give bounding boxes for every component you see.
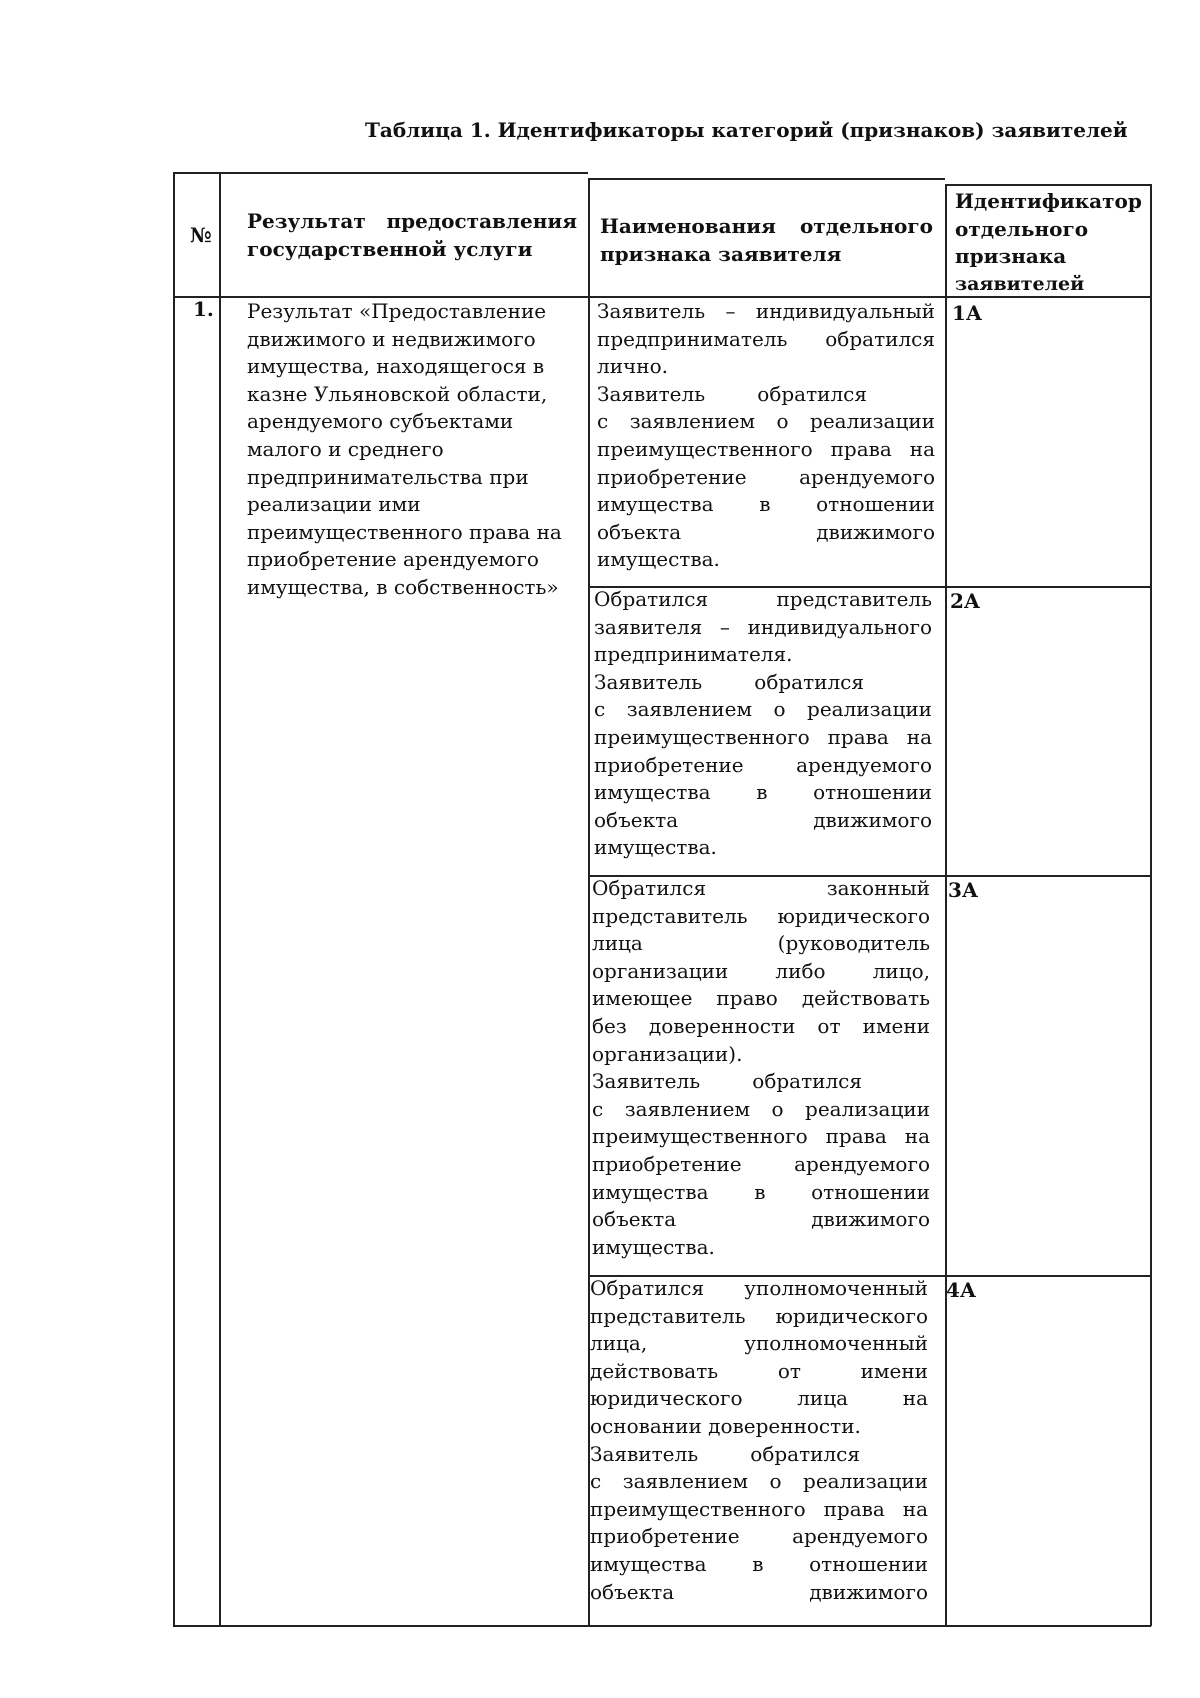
item-line: имущества в отношении <box>590 1551 928 1576</box>
item-line: представитель юридического <box>590 1303 928 1328</box>
result-line: преимущественного права на <box>247 519 562 544</box>
header-name-line-1: Наименования отдельного <box>600 214 933 238</box>
header-id-line-1: Идентификатор <box>955 189 1142 213</box>
item-line: имущества. <box>597 547 720 572</box>
result-line: приобретение арендуемого <box>247 547 539 572</box>
item-line: имущества в отношении <box>597 492 935 517</box>
item-line: предпринимателя. <box>594 642 793 667</box>
result-line: Результат «Предоставление <box>247 299 547 323</box>
header-result-line-1: Результат предоставления <box>247 209 577 233</box>
item-line: Заявитель обратился <box>592 1069 862 1094</box>
item-line: приобретение арендуемого <box>592 1151 930 1176</box>
item-line: Заявитель – индивидуальный <box>597 299 935 323</box>
item-line: Заявитель обратился <box>594 669 864 694</box>
item-line: основании доверенности. <box>590 1413 861 1438</box>
result-cell <box>247 298 582 602</box>
item-line: преимущественного права на <box>592 1124 930 1149</box>
header-result <box>247 208 577 263</box>
item-3-id: 3А <box>948 878 979 902</box>
result-line: имущества, находящегося в <box>247 354 545 379</box>
result-line: арендуемого субъектами <box>247 409 514 434</box>
header-name <box>600 213 933 268</box>
item-line: преимущественного права на <box>590 1496 928 1521</box>
item-line: действовать от имени <box>590 1358 928 1383</box>
item-line: преимущественного права на <box>594 724 932 749</box>
item-line: с заявлением о реализации <box>592 1096 930 1121</box>
col-divider-1 <box>219 172 221 1627</box>
item-line: с заявлением о реализации <box>590 1469 928 1494</box>
table-border-left <box>173 172 175 1627</box>
result-line: малого и среднего <box>247 436 444 461</box>
header-num: № <box>190 223 212 247</box>
header-name-line-2: признака заявителя <box>600 241 842 266</box>
header-id <box>955 188 1145 298</box>
item-line: приобретение арендуемого <box>597 464 935 489</box>
item-line: имущества. <box>594 835 717 860</box>
item-line: имеющее право действовать <box>592 986 930 1011</box>
item-line: объекта движимого <box>590 1579 928 1604</box>
item-line: объекта движимого <box>594 807 932 832</box>
col-divider-3 <box>945 184 947 1626</box>
table-border-top-left <box>173 172 588 174</box>
item-line: с заявлением о реализации <box>597 409 935 434</box>
result-line: имущества, в собственность» <box>247 574 559 599</box>
table-border-top-right <box>945 184 1151 186</box>
row-number: 1. <box>193 297 214 321</box>
item-line: имущества. <box>592 1234 715 1259</box>
result-line: предпринимательства при <box>247 464 529 489</box>
header-id-line-2: отдельного <box>955 216 1089 241</box>
item-line: Заявитель обратился <box>597 381 867 406</box>
item-line: объекта движимого <box>597 519 935 544</box>
item-line: представитель юридического <box>592 903 930 928</box>
item-2-id: 2А <box>950 589 981 613</box>
item-line: имущества в отношении <box>594 780 932 805</box>
item-line: с заявлением о реализации <box>594 697 932 722</box>
item-line: заявителя – индивидуального <box>594 614 932 639</box>
item-line: юридического лица на <box>590 1386 928 1411</box>
table-title: Таблица 1. Идентификаторы категорий (признаков) заявителей <box>365 118 1128 142</box>
item-line: организации). <box>592 1041 743 1066</box>
result-line: реализации ими <box>247 492 421 517</box>
item-line: без доверенности от имени <box>592 1013 930 1038</box>
item-line: Заявитель обратился <box>590 1441 860 1466</box>
item-line: организации либо лицо, <box>592 958 930 983</box>
item-3-text <box>592 875 930 1261</box>
item-1-id: 1А <box>952 301 983 325</box>
header-id-line-4: заявителей <box>955 272 1085 295</box>
result-line: казне Ульяновской области, <box>247 381 548 406</box>
item-line: объекта движимого <box>592 1207 930 1232</box>
header-id-line-3: признака <box>955 244 1067 269</box>
item-line: лица, уполномоченный <box>590 1331 928 1356</box>
item-line: имущества в отношении <box>592 1179 930 1204</box>
item-line: приобретение арендуемого <box>594 752 932 777</box>
table-border-right <box>1150 184 1152 1626</box>
table-border-bottom <box>173 1625 1151 1627</box>
item-line: Обратился законный <box>592 876 930 900</box>
item-line: Обратился представитель <box>594 587 932 611</box>
table-border-top-mid <box>588 178 945 180</box>
item-line: лично. <box>597 354 668 379</box>
item-line: Обратился уполномоченный <box>590 1276 928 1300</box>
header-result-line-2: государственной услуги <box>247 236 533 261</box>
item-4-id: 4А <box>946 1278 977 1302</box>
item-line: приобретение арендуемого <box>590 1524 928 1549</box>
item-line: предприниматель обратился <box>597 326 935 351</box>
item-line: лица (руководитель <box>592 931 930 956</box>
item-line: преимущественного права на <box>597 436 935 461</box>
item-1-text <box>597 298 935 574</box>
item-4-text <box>590 1275 928 1606</box>
item-2-text <box>594 586 932 862</box>
result-line: движимого и недвижимого <box>247 326 536 351</box>
